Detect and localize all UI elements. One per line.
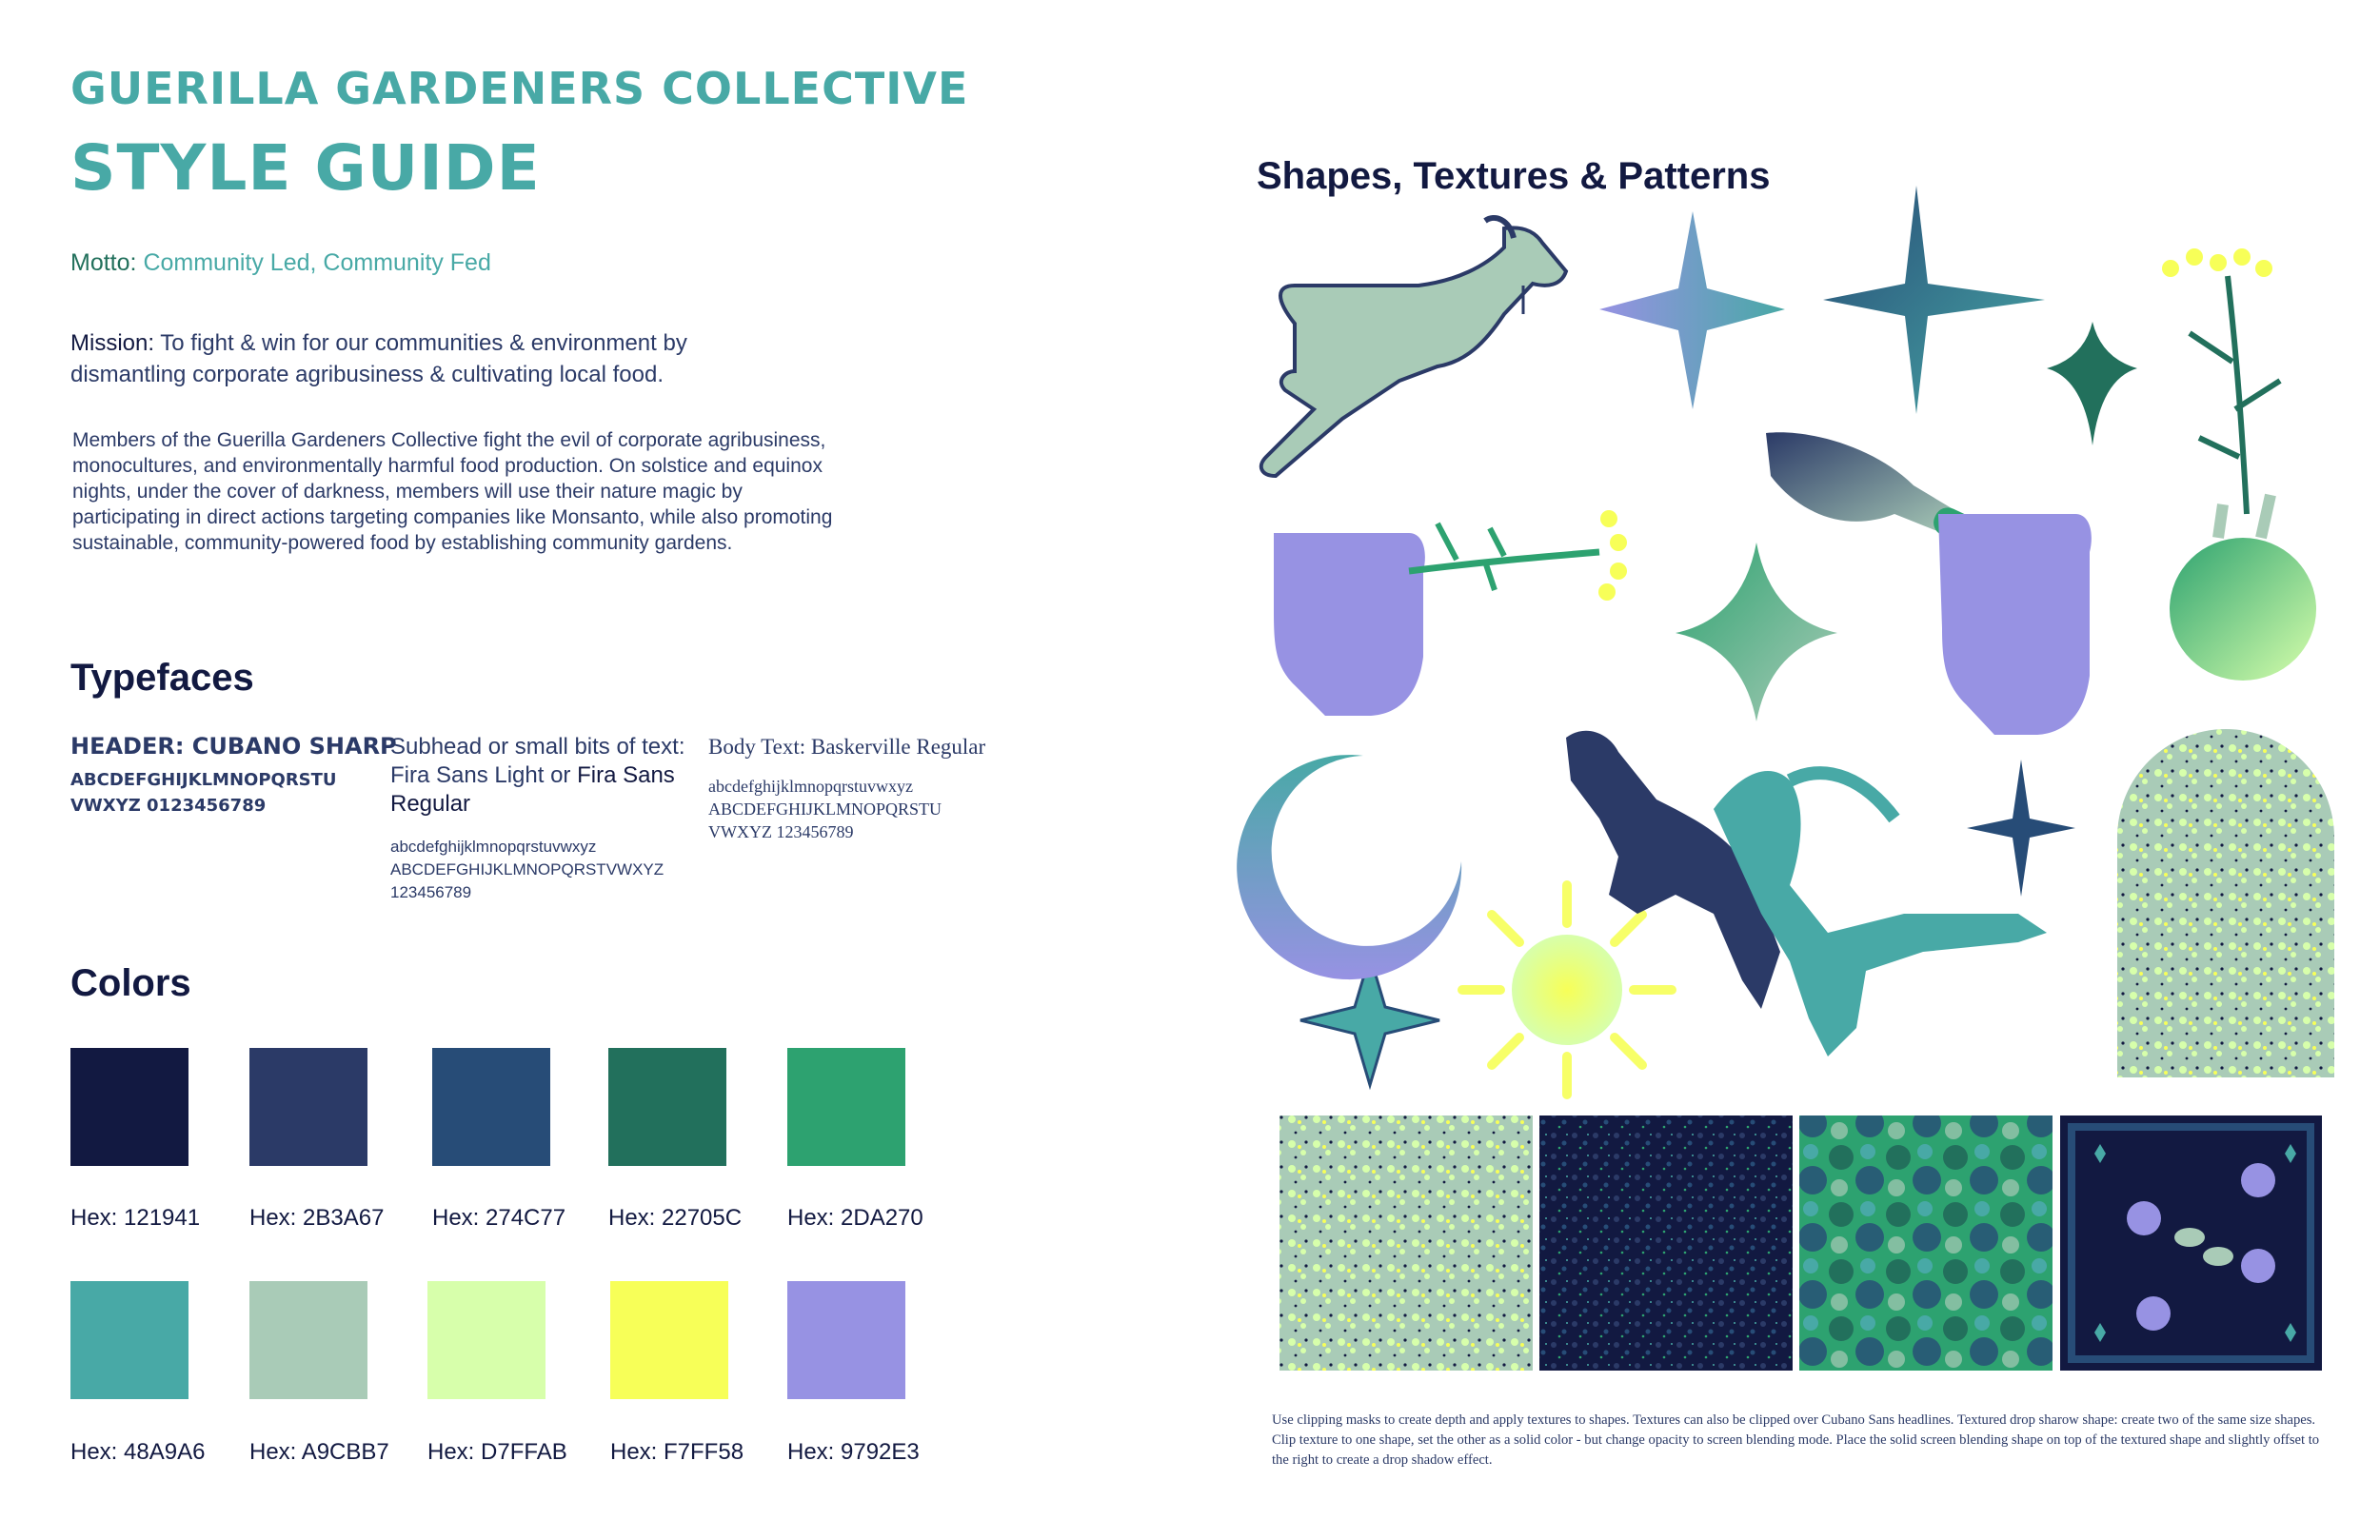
page-title: STYLE GUIDE — [70, 131, 541, 205]
typeface-body-title: Body Text: Baskerville Regular — [708, 735, 986, 759]
green-sparkle-large-icon — [1676, 543, 1837, 721]
color-hex-label: Hex: 2DA270 — [787, 1205, 923, 1231]
color-hex-label: Hex: 48A9A6 — [70, 1439, 206, 1465]
color-hex-label: Hex: 2B3A67 — [249, 1205, 385, 1231]
typeface-header-title: HEADER: CUBANO SHARP — [70, 733, 397, 760]
color-hex-label: Hex: 9792E3 — [787, 1439, 920, 1465]
colors-heading: Colors — [70, 962, 191, 1004]
green-sparkle-icon — [2047, 322, 2137, 445]
typeface-subhead-title-light: Subhead or small bits of text: Fira Sans Light or — [390, 734, 685, 788]
typeface-subhead-title-regular: Fira Sans Regular — [390, 762, 675, 817]
leaping-goat-illustration — [1261, 218, 1566, 476]
navy-texture-tile — [1539, 1116, 1793, 1371]
typeface-header-alphabet: ABCDEFGHIJKLMNOPQRSTU VWXYZ 0123456789 — [70, 770, 337, 816]
motto-text: Community Led, Community Fed — [143, 249, 491, 276]
typeface-subhead-numbers: 123456789 — [390, 883, 472, 901]
navy-star-icon — [1823, 186, 2045, 414]
brand-title: GUERILLA GARDENERS COLLECTIVE — [70, 63, 969, 114]
typeface-body-more: VWXYZ 123456789 — [708, 822, 854, 841]
color-hex-label: Hex: D7FFAB — [427, 1439, 567, 1465]
fennel-bulb-illustration — [2162, 248, 2316, 681]
mission-label: Mission: — [70, 330, 155, 356]
textured-arch-shape — [2117, 729, 2334, 1077]
pattern-tile — [2060, 1116, 2322, 1371]
small-blue-star-icon — [1967, 760, 2075, 897]
typeface-body-uppercase: ABCDEFGHIJKLMNOPQRSTU — [708, 800, 942, 819]
crescent-moon-icon — [1237, 755, 1461, 979]
color-hex-label: Hex: 22705C — [608, 1205, 743, 1231]
fist-with-trowel-illustration — [1766, 432, 2092, 735]
mission-text: To fight & win for our communities & environment by dismantling corporate agribusiness & cultivating local food. — [70, 330, 687, 387]
color-hex-label: Hex: F7FF58 — [610, 1439, 744, 1465]
typefaces-heading: Typefaces — [70, 657, 254, 699]
goat-and-figure-illustration — [1566, 731, 2047, 1056]
typeface-body-lowercase: abcdefghijklmnopqrstuvwxyz — [708, 777, 913, 796]
speckle-texture-tile — [1279, 1116, 1533, 1371]
fist-with-flower-illustration — [1274, 510, 1627, 716]
shapes-caption: Use clipping masks to create depth and apply textures to shapes. Textures can also be clipped over Cubano Sans headlines. Textured drop sharow shape: create two of the same size shapes. Clip texture to one shape, set the other as a solid color - but change opacity to screen blending mode. Place the solid screen blending shape on top of the textured shape and slightly offset to the right to create a drop shadow effect. — [1272, 1412, 2320, 1468]
body-paragraph: Members of the Guerilla Gardeners Collective fight the evil of corporate agribusiness, monocultures, and environmentally harmful food production. On solstice and equinox nights, under the cover of darkness, members will use their nature magic by participating in direct actions targeting companies like Monsanto, while also promoting sustainable, community-powered food by establishing community gardens. — [72, 429, 833, 554]
sun-icon — [1462, 885, 1672, 1095]
purple-star-icon — [1599, 211, 1785, 409]
shapes-heading: Shapes, Textures & Patterns — [1257, 155, 1771, 198]
motto-label: Motto: — [70, 249, 137, 276]
color-hex-label: Hex: 274C77 — [432, 1205, 566, 1231]
color-hex-label: Hex: 121941 — [70, 1205, 201, 1231]
color-hex-label: Hex: A9CBB7 — [249, 1439, 389, 1465]
camo-texture-tile — [1799, 1116, 2053, 1371]
typeface-subhead-uppercase: ABCDEFGHIJKLMNOPQRSTVWXYZ — [390, 860, 664, 879]
typeface-subhead-lowercase: abcdefghijklmnopqrstuvwxyz — [390, 838, 597, 856]
